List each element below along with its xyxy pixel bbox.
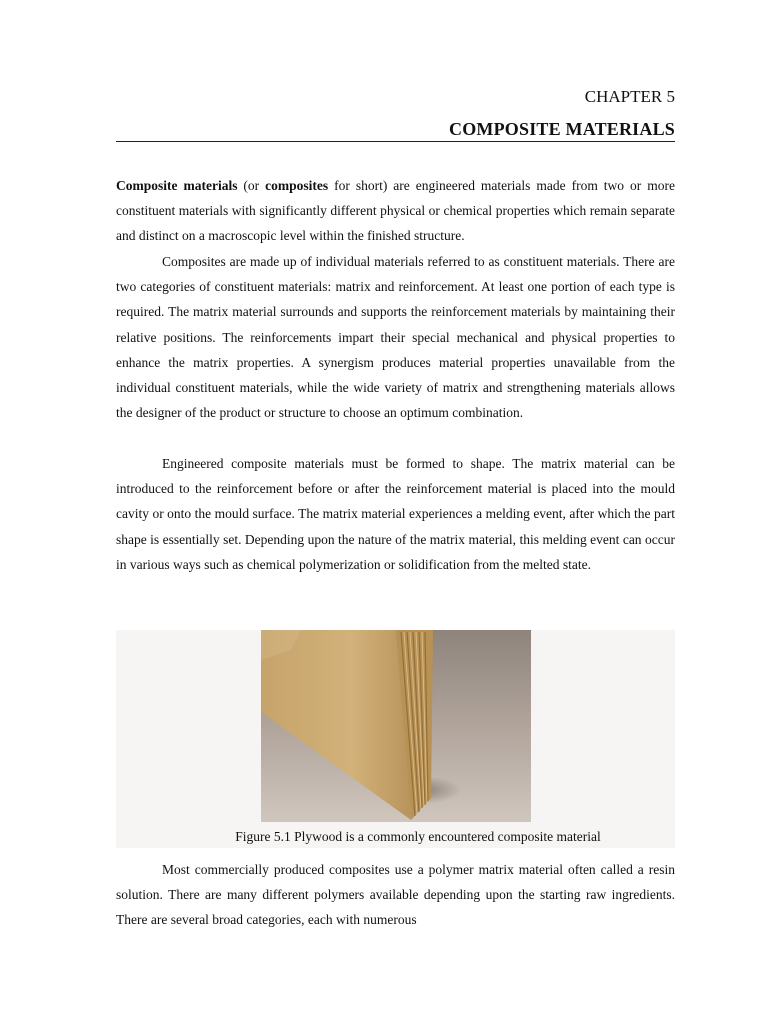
paragraph-intro-text-b: for short) are engineered materials made from two or more constituent materials with significantly different physical or chemical properties which remain separate and distinct on a macroscopic level within the finished structure. xyxy=(116,178,675,244)
figure-5-1 xyxy=(116,630,675,848)
plywood-photo xyxy=(261,630,531,822)
chapter-title: COMPOSITE MATERIALS xyxy=(449,119,675,139)
paragraph-forming: Engineered composite materials must be formed to shape. The matrix material can be introduced to the reinforcement before or after the reinforcement material is placed into the mould cavity or onto the mould surface. The matrix material experiences a melding event, after which the part shape is essentially set. Depending upon the nature of the matrix material, this melding event can occur in various ways such as chemical polymerization or solidification from the melted state. xyxy=(116,456,675,572)
figure-caption: Figure 5.1 Plywood is a commonly encountered composite material xyxy=(235,829,601,844)
term-composites: composites xyxy=(265,178,329,193)
title-underline xyxy=(116,141,675,142)
paragraph-intro xyxy=(116,173,675,249)
chapter-number: CHAPTER 5 xyxy=(584,87,675,106)
paragraph-polymers: Most commercially produced composites use a polymer matrix material often called a resin solution. There are many different polymers available depending upon the starting raw ingredients. There are several broad categories, each with numerous xyxy=(116,862,675,928)
term-composite-materials: Composite materials xyxy=(116,178,238,193)
paragraph-intro-text-a: (or xyxy=(237,178,266,193)
plywood-image xyxy=(261,630,531,822)
paragraph-constituents: Composites are made up of individual materials referred to as constituent materials. There are two categories of constituent materials: matrix and reinforcement. At least one portion of each type is required. The matrix material surrounds and supports the reinforcement materials by maintaining their relative positions. The reinforcements impart their special mechanical and physical properties to enhance the matrix properties. A synergism produces material properties unavailable from the individual constituent materials, while the wide variety of matrix and strengthening materials allows the designer of the product or structure to choose an optimum combination. xyxy=(116,254,675,421)
